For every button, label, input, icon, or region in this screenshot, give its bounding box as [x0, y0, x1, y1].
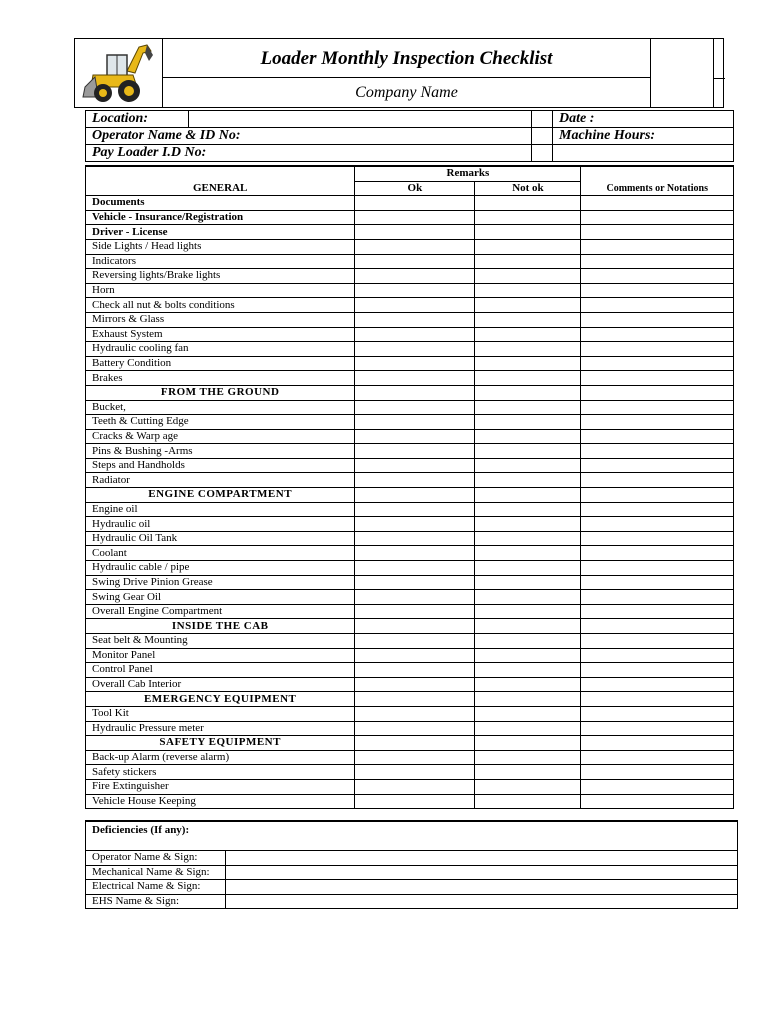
section-heading: SAFETY EQUIPMENT	[86, 736, 355, 751]
comment-cell[interactable]	[581, 488, 734, 503]
not-ok-cell[interactable]	[475, 575, 581, 590]
item-label: Brakes	[86, 371, 355, 386]
item-label: Indicators	[86, 254, 355, 269]
item-label: Engine oil	[86, 502, 355, 517]
comment-cell[interactable]	[581, 779, 734, 794]
location-field[interactable]	[189, 111, 532, 128]
ok-cell[interactable]	[355, 415, 475, 430]
not-ok-cell[interactable]	[475, 502, 581, 517]
checklist-row	[86, 239, 734, 254]
checklist-row	[86, 458, 734, 473]
column-comments: Comments or Notations	[581, 166, 734, 196]
comment-cell[interactable]	[581, 575, 734, 590]
item-label: Overall Engine Compartment	[86, 604, 355, 619]
checklist-row	[86, 342, 734, 357]
not-ok-cell[interactable]	[475, 736, 581, 751]
item-label: Bucket,	[86, 400, 355, 415]
signoff-label: Mechanical Name & Sign:	[86, 865, 226, 880]
not-ok-cell[interactable]	[475, 619, 581, 634]
ok-cell[interactable]	[355, 502, 475, 517]
not-ok-cell[interactable]	[475, 750, 581, 765]
ok-cell[interactable]	[355, 721, 475, 736]
ok-cell[interactable]	[355, 283, 475, 298]
item-label: Safety stickers	[86, 765, 355, 780]
item-label: Steps and Handholds	[86, 458, 355, 473]
operator-field[interactable]	[532, 128, 553, 145]
ok-cell[interactable]	[355, 488, 475, 503]
form-header	[74, 38, 724, 108]
checklist-row	[86, 794, 734, 809]
column-ok: Ok	[355, 181, 475, 196]
item-label: Coolant	[86, 546, 355, 561]
checklist-row	[86, 327, 734, 342]
not-ok-cell[interactable]	[475, 488, 581, 503]
not-ok-cell[interactable]	[475, 371, 581, 386]
not-ok-cell[interactable]	[475, 794, 581, 809]
ok-cell[interactable]	[355, 634, 475, 649]
comment-cell[interactable]	[581, 706, 734, 721]
ok-cell[interactable]	[355, 531, 475, 546]
comment-cell[interactable]	[581, 210, 734, 225]
checklist-table	[85, 165, 734, 809]
machine-hours-label: Machine Hours:	[553, 128, 734, 145]
date-label: Date :	[553, 111, 734, 128]
checklist-row	[86, 575, 734, 590]
checklist-row	[86, 269, 734, 284]
not-ok-cell[interactable]	[475, 400, 581, 415]
ok-cell[interactable]	[355, 663, 475, 678]
item-label: Overall Cab Interior	[86, 677, 355, 692]
ok-cell[interactable]	[355, 239, 475, 254]
not-ok-cell[interactable]	[475, 283, 581, 298]
column-not-ok: Not ok	[475, 181, 581, 196]
comment-cell[interactable]	[581, 765, 734, 780]
not-ok-cell[interactable]	[475, 342, 581, 357]
item-label: Hydraulic Pressure meter	[86, 721, 355, 736]
signoff-field[interactable]	[226, 880, 738, 895]
not-ok-cell[interactable]	[475, 721, 581, 736]
checklist-row	[86, 210, 734, 225]
checklist-body	[86, 196, 734, 809]
section-row	[86, 692, 734, 707]
location-spacer	[532, 111, 553, 128]
item-label: Radiator	[86, 473, 355, 488]
ok-cell[interactable]	[355, 648, 475, 663]
ok-cell[interactable]	[355, 342, 475, 357]
comment-cell[interactable]	[581, 473, 734, 488]
not-ok-cell[interactable]	[475, 356, 581, 371]
item-label: Horn	[86, 283, 355, 298]
comment-cell[interactable]	[581, 677, 734, 692]
ok-cell[interactable]	[355, 750, 475, 765]
checklist-row	[86, 634, 734, 649]
comment-cell[interactable]	[581, 663, 734, 678]
checklist-row	[86, 750, 734, 765]
item-label: Hydraulic oil	[86, 517, 355, 532]
wheel-loader-icon	[81, 41, 157, 105]
comment-cell[interactable]	[581, 225, 734, 240]
checklist-row	[86, 415, 734, 430]
checklist-row	[86, 604, 734, 619]
header-box-line	[713, 78, 725, 79]
comment-cell[interactable]	[581, 283, 734, 298]
checklist-row	[86, 298, 734, 313]
not-ok-cell[interactable]	[475, 779, 581, 794]
comment-cell[interactable]	[581, 692, 734, 707]
ok-cell[interactable]	[355, 765, 475, 780]
comment-cell[interactable]	[581, 502, 734, 517]
ok-cell[interactable]	[355, 604, 475, 619]
item-label: Hydraulic cable / pipe	[86, 561, 355, 576]
not-ok-cell[interactable]	[475, 590, 581, 605]
comment-cell[interactable]	[581, 590, 734, 605]
not-ok-cell[interactable]	[475, 765, 581, 780]
ok-cell[interactable]	[355, 429, 475, 444]
checklist-row	[86, 312, 734, 327]
section-row	[86, 488, 734, 503]
item-label: Control Panel	[86, 663, 355, 678]
section-heading: EMERGENCY EQUIPMENT	[86, 692, 355, 707]
ok-cell[interactable]	[355, 619, 475, 634]
not-ok-cell[interactable]	[475, 663, 581, 678]
not-ok-cell[interactable]	[475, 692, 581, 707]
item-label: Swing Drive Pinion Grease	[86, 575, 355, 590]
not-ok-cell[interactable]	[475, 385, 581, 400]
item-label: Swing Gear Oil	[86, 590, 355, 605]
ok-cell[interactable]	[355, 356, 475, 371]
not-ok-cell[interactable]	[475, 458, 581, 473]
not-ok-cell[interactable]	[475, 561, 581, 576]
ok-cell[interactable]	[355, 677, 475, 692]
comment-cell[interactable]	[581, 327, 734, 342]
item-label: Cracks & Warp age	[86, 429, 355, 444]
item-label: Hydraulic Oil Tank	[86, 531, 355, 546]
not-ok-cell[interactable]	[475, 415, 581, 430]
info-table	[85, 110, 734, 162]
not-ok-cell[interactable]	[475, 327, 581, 342]
checklist-row	[86, 283, 734, 298]
comment-cell[interactable]	[581, 415, 734, 430]
section-row	[86, 385, 734, 400]
item-label: Back-up Alarm (reverse alarm)	[86, 750, 355, 765]
column-remarks: Remarks	[355, 166, 581, 181]
signoff-field[interactable]	[226, 851, 738, 866]
checklist-row	[86, 254, 734, 269]
ok-cell[interactable]	[355, 706, 475, 721]
company-name[interactable]: Company Name	[355, 84, 458, 101]
pay-loader-label: Pay Loader I.D No:	[86, 145, 532, 162]
ok-cell[interactable]	[355, 561, 475, 576]
section-heading: FROM THE GROUND	[86, 385, 355, 400]
signoff-field[interactable]	[226, 894, 738, 909]
header-box-divider	[713, 38, 726, 108]
ok-cell[interactable]	[355, 225, 475, 240]
comment-cell[interactable]	[581, 561, 734, 576]
checklist-row	[86, 517, 734, 532]
not-ok-cell[interactable]	[475, 531, 581, 546]
item-label: Battery Condition	[86, 356, 355, 371]
comment-cell[interactable]	[581, 342, 734, 357]
not-ok-cell[interactable]	[475, 210, 581, 225]
ok-cell[interactable]	[355, 444, 475, 459]
item-label: Side Lights / Head lights	[86, 239, 355, 254]
ok-cell[interactable]	[355, 794, 475, 809]
not-ok-cell[interactable]	[475, 517, 581, 532]
item-label: Hydraulic cooling fan	[86, 342, 355, 357]
checklist-row	[86, 196, 734, 211]
checklist-row	[86, 765, 734, 780]
item-label: Pins & Bushing -Arms	[86, 444, 355, 459]
ok-cell[interactable]	[355, 269, 475, 284]
comment-cell[interactable]	[581, 400, 734, 415]
item-label: Vehicle House Keeping	[86, 794, 355, 809]
pay-loader-field[interactable]	[532, 145, 553, 162]
item-label: Mirrors & Glass	[86, 312, 355, 327]
ok-cell[interactable]	[355, 458, 475, 473]
ok-cell[interactable]	[355, 473, 475, 488]
checklist-row	[86, 444, 734, 459]
not-ok-cell[interactable]	[475, 298, 581, 313]
section-row	[86, 619, 734, 634]
column-general: GENERAL	[86, 166, 355, 196]
item-label: Seat belt & Mounting	[86, 634, 355, 649]
ok-cell[interactable]	[355, 692, 475, 707]
section-row	[86, 736, 734, 751]
item-label: Tool Kit	[86, 706, 355, 721]
comment-cell[interactable]	[581, 721, 734, 736]
ok-cell[interactable]	[355, 385, 475, 400]
ok-cell[interactable]	[355, 254, 475, 269]
item-label: Driver - License	[86, 225, 355, 240]
comment-cell[interactable]	[581, 517, 734, 532]
operator-label: Operator Name & ID No:	[86, 128, 532, 145]
ok-cell[interactable]	[355, 312, 475, 327]
item-label: Teeth & Cutting Edge	[86, 415, 355, 430]
ok-cell[interactable]	[355, 517, 475, 532]
checklist-row	[86, 502, 734, 517]
comment-cell[interactable]	[581, 429, 734, 444]
not-ok-cell[interactable]	[475, 604, 581, 619]
checklist-row	[86, 590, 734, 605]
ok-cell[interactable]	[355, 210, 475, 225]
comment-cell[interactable]	[581, 750, 734, 765]
ok-cell[interactable]	[355, 196, 475, 211]
comment-cell[interactable]	[581, 371, 734, 386]
comment-cell[interactable]	[581, 444, 734, 459]
item-label: Reversing lights/Brake lights	[86, 269, 355, 284]
comment-cell[interactable]	[581, 269, 734, 284]
location-label: Location:	[86, 111, 189, 128]
checklist-row	[86, 546, 734, 561]
ok-cell[interactable]	[355, 400, 475, 415]
item-label: Vehicle - Insurance/Registration	[86, 210, 355, 225]
ok-cell[interactable]	[355, 575, 475, 590]
ok-cell[interactable]	[355, 371, 475, 386]
checklist-row	[86, 561, 734, 576]
checklist-row	[86, 663, 734, 678]
item-label: Monitor Panel	[86, 648, 355, 663]
section-heading: ENGINE COMPARTMENT	[86, 488, 355, 503]
checklist-row	[86, 648, 734, 663]
comment-cell[interactable]	[581, 239, 734, 254]
comment-cell[interactable]	[581, 634, 734, 649]
signoff-field[interactable]	[226, 865, 738, 880]
checklist-row	[86, 400, 734, 415]
checklist-row	[86, 429, 734, 444]
comment-cell[interactable]	[581, 196, 734, 211]
checklist-row	[86, 706, 734, 721]
item-label: Fire Extinguisher	[86, 779, 355, 794]
item-label: Check all nut & bolts conditions	[86, 298, 355, 313]
signoff-label: Electrical Name & Sign:	[86, 880, 226, 895]
deficiencies-field[interactable]: Deficiencies (If any):	[86, 821, 738, 851]
ok-cell[interactable]	[355, 779, 475, 794]
comment-cell[interactable]	[581, 546, 734, 561]
comment-cell[interactable]	[581, 648, 734, 663]
not-ok-cell[interactable]	[475, 239, 581, 254]
comment-cell[interactable]	[581, 298, 734, 313]
comment-cell[interactable]	[581, 531, 734, 546]
not-ok-cell[interactable]	[475, 473, 581, 488]
form-title: Loader Monthly Inspection Checklist	[163, 39, 650, 78]
checklist-row	[86, 779, 734, 794]
not-ok-cell[interactable]	[475, 677, 581, 692]
pay-loader-extra[interactable]	[553, 145, 734, 162]
signoff-table	[85, 820, 738, 909]
not-ok-cell[interactable]	[475, 429, 581, 444]
comment-cell[interactable]	[581, 356, 734, 371]
checklist-row	[86, 225, 734, 240]
comment-cell[interactable]	[581, 604, 734, 619]
checklist-row	[86, 473, 734, 488]
comment-cell[interactable]	[581, 736, 734, 751]
checklist-row	[86, 677, 734, 692]
signoff-label: EHS Name & Sign:	[86, 894, 226, 909]
not-ok-cell[interactable]	[475, 196, 581, 211]
not-ok-cell[interactable]	[475, 254, 581, 269]
not-ok-cell[interactable]	[475, 546, 581, 561]
not-ok-cell[interactable]	[475, 269, 581, 284]
ok-cell[interactable]	[355, 590, 475, 605]
checklist-row	[86, 371, 734, 386]
comment-cell[interactable]	[581, 794, 734, 809]
comment-cell[interactable]	[581, 312, 734, 327]
item-label: Documents	[86, 196, 355, 211]
signoff-label: Operator Name & Sign:	[86, 851, 226, 866]
checklist-row	[86, 721, 734, 736]
checklist-row	[86, 356, 734, 371]
not-ok-cell[interactable]	[475, 225, 581, 240]
comment-cell[interactable]	[581, 458, 734, 473]
section-heading: INSIDE THE CAB	[86, 619, 355, 634]
ok-cell[interactable]	[355, 298, 475, 313]
item-label: Exhaust System	[86, 327, 355, 342]
checklist-row	[86, 531, 734, 546]
header-box	[650, 39, 723, 107]
ok-cell[interactable]	[355, 736, 475, 751]
comment-cell[interactable]	[581, 385, 734, 400]
not-ok-cell[interactable]	[475, 648, 581, 663]
comment-cell[interactable]	[581, 619, 734, 634]
logo	[75, 39, 163, 107]
not-ok-cell[interactable]	[475, 312, 581, 327]
not-ok-cell[interactable]	[475, 634, 581, 649]
ok-cell[interactable]	[355, 546, 475, 561]
not-ok-cell[interactable]	[475, 444, 581, 459]
ok-cell[interactable]	[355, 327, 475, 342]
comment-cell[interactable]	[581, 254, 734, 269]
not-ok-cell[interactable]	[475, 706, 581, 721]
